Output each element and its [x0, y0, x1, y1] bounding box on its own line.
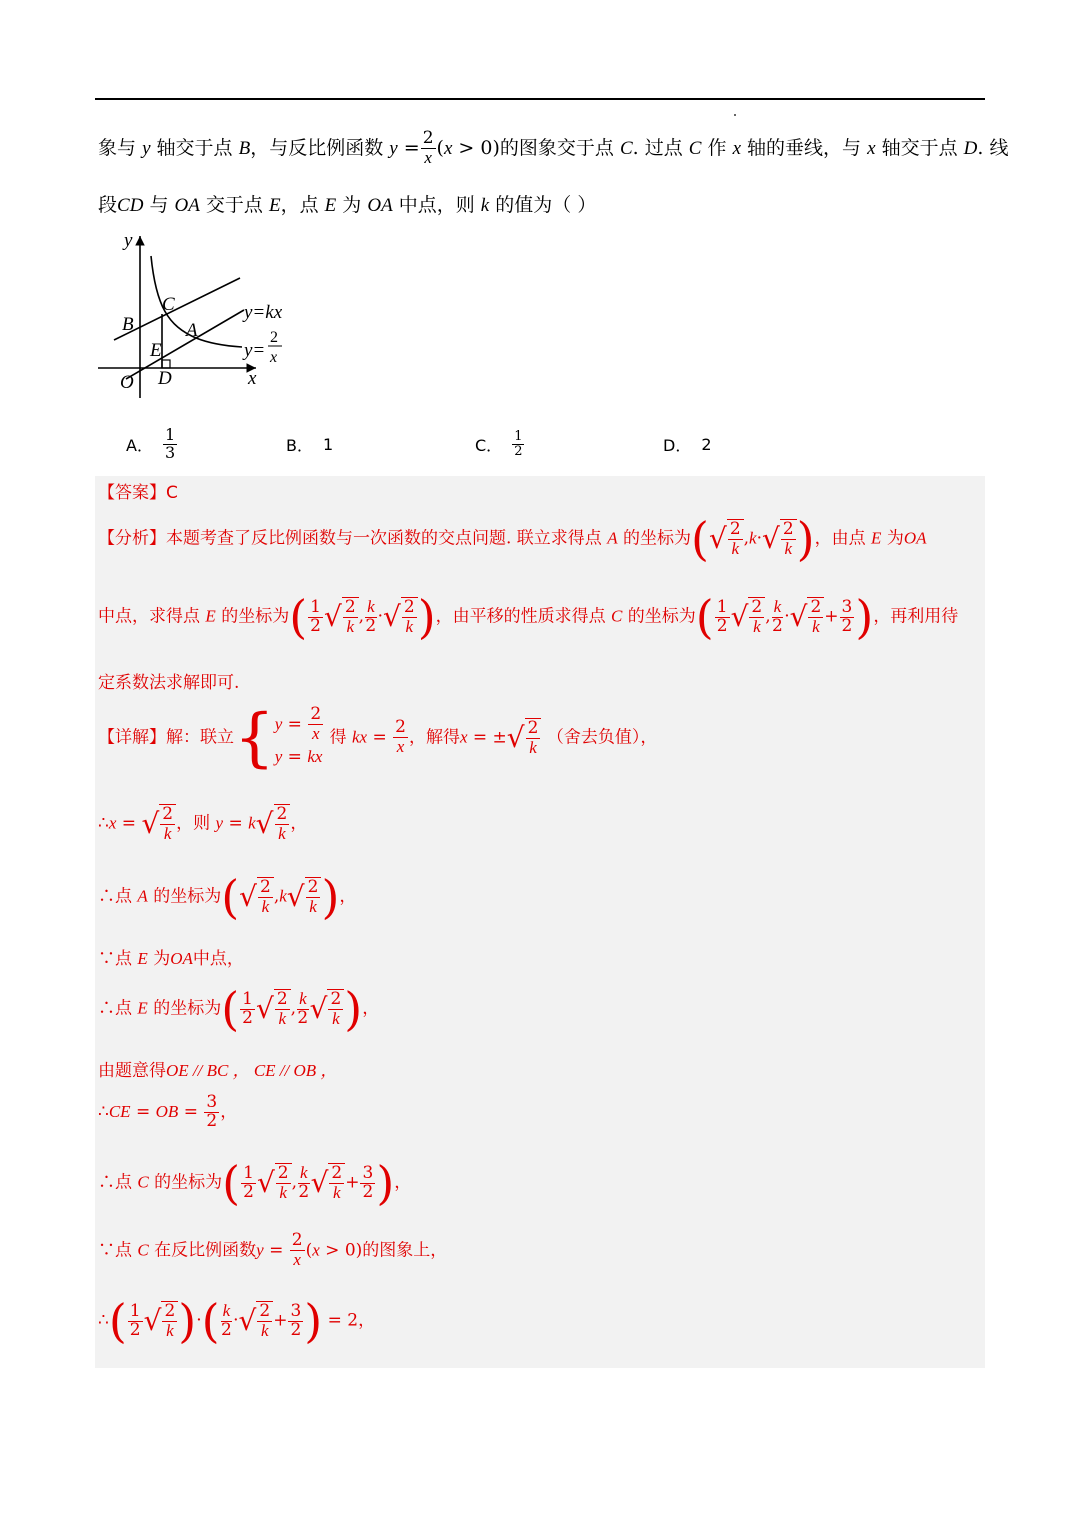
step-a-coord: ∴点 A 的坐标为( √ $\frac{2}{k}$ ,k √ $\frac{2}{k}$ )， — [98, 870, 357, 924]
question-line-2: 段CD 与 OA 交于点 E，点 E 为 OA 中点，则 k 的值为（ ） — [98, 194, 597, 216]
step-x-value: ∴x = √ $\frac{2}{k}$ ，则 y = k √ $\frac{2}{k}$ ， — [98, 804, 308, 843]
question-line-1: 象与 y 轴交于点 B，与反比例函数 y = $\frac{2}{x}$ (x > 0)的图象交于点 C. 过点 C 作 x 轴的垂线，与 x 轴交于点 D. 线 — [98, 128, 1009, 167]
analysis-line-3: 定系数法求解即可. — [98, 673, 240, 693]
option-d[interactable]: D． 2 — [663, 434, 712, 455]
label-c: C — [162, 294, 175, 315]
option-c[interactable]: C． $\frac{1}{2}$ — [475, 428, 523, 459]
step-on-curve: ∵点 C 在反比例函数y = $\frac{2}{x}$ (x > 0)的图象上， — [98, 1230, 448, 1269]
step-e-coord: ∴点 E 的坐标为( $\frac{1}{2}$ √ $\frac{2}{k}$ , $\frac{k}{2}$ √ $\frac{2}{k}$ )， — [98, 982, 380, 1036]
step-equation: ∴( $\frac{1}{2}$ √ $\frac{2}{k}$ )·( $\frac{k}{2}$ · √ $\frac{2}{k}$ + $\frac{3}{2}$ ) = 2， — [98, 1294, 376, 1348]
label-d: D — [158, 368, 172, 389]
analysis-line-1: 【分析】本题考查了反比例函数与一次函数的交点问题. 联立求得点 A 的坐标为( √ $\frac{2}{k}$ ,k· √ $\frac{2}{k}$ )，由点 E 为OA — [98, 512, 927, 566]
label-curve-num: 2 — [270, 329, 278, 346]
step-ce-ob: ∴CE = OB = $\frac{3}{2}$ ， — [98, 1092, 238, 1131]
label-curve-den: x — [270, 349, 278, 366]
detail-line-1: 【详解】解：联立{ y = $\frac{2}{x}$ y = kx 得 kx = $\frac{2}{x}$ ，解得x = ± √ $\frac{2}{k}$ （舍去负值）， — [98, 701, 658, 776]
step-parallel: 由题意得OE // BC ， CE // OB ， — [98, 1061, 338, 1081]
header-dot — [734, 114, 736, 116]
option-a[interactable]: A． $\frac{1}{3}$ — [126, 424, 176, 462]
label-a: A — [186, 320, 198, 341]
label-b: B — [122, 314, 134, 335]
right-angle-mark — [162, 360, 170, 368]
label-o: O — [120, 372, 134, 393]
label-y-curve: y= — [244, 340, 266, 361]
answer-line: 【答案】C — [98, 483, 178, 503]
option-b[interactable]: B． 1 — [286, 434, 334, 455]
label-y: y — [124, 230, 133, 251]
step-e-mid: ∵点 E 为OA中点， — [98, 949, 244, 969]
step-c-coord: ∴点 C 的坐标为( $\frac{1}{2}$ √ $\frac{2}{k}$ , $\frac{k}{2}$ √ $\frac{2}{k}$ + $\frac{3}{2}$ )， — [98, 1156, 412, 1210]
header-rule — [95, 98, 985, 100]
label-x: x — [248, 368, 257, 389]
analysis-line-2: 中点，求得点 E 的坐标为( $\frac{1}{2}$ √ $\frac{2}{k}$ , $\frac{k}{2}$ · √ $\frac{2}{k}$ )，由平移的性质求得点 C 的坐标为( $\frac{1}{2}$ √ $\frac{2}{k}$ , $\frac{k}{2}$ · √ $\frac{2}{k}$ + $\frac{3}{2}$ )，再利用待 — [98, 590, 959, 644]
function-graph-figure — [96, 226, 296, 406]
label-y-kx: y=kx — [244, 302, 283, 323]
label-e: E — [150, 340, 162, 361]
